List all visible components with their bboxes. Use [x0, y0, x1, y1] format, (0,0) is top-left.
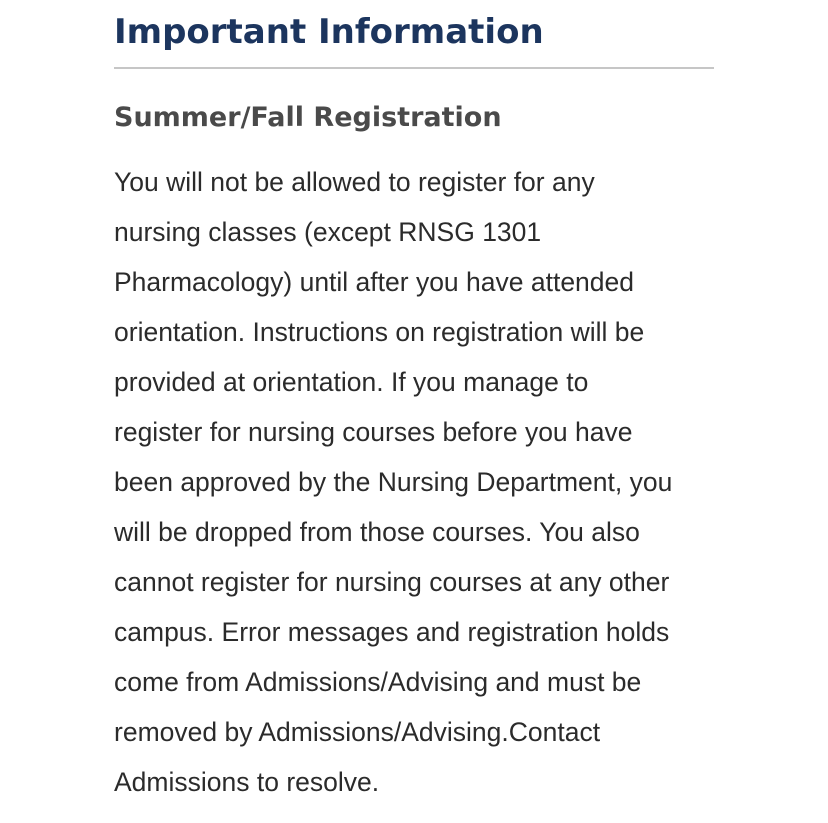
- content-area: [114, 0, 714, 797]
- title-divider: [114, 67, 714, 69]
- section-body-text: You will not be allowed to register for any nursing classes (except RNSG 1301 Pharmacology) until after you have attended orientation. Instructions on registration will be provided at orientation. If you manage to register for nursing courses before you have been approved by the Nursing Department, you will be dropped from those courses. You also cannot register for nursing courses at any other campus. Error messages and registration holds come from Admissions/Advising and must be removed by Admissions/Advising.Contact Admissions to resolve.: [114, 167, 673, 797]
- section-heading: Summer/Fall Registration: [114, 102, 502, 133]
- page-title: Important Information: [114, 12, 544, 52]
